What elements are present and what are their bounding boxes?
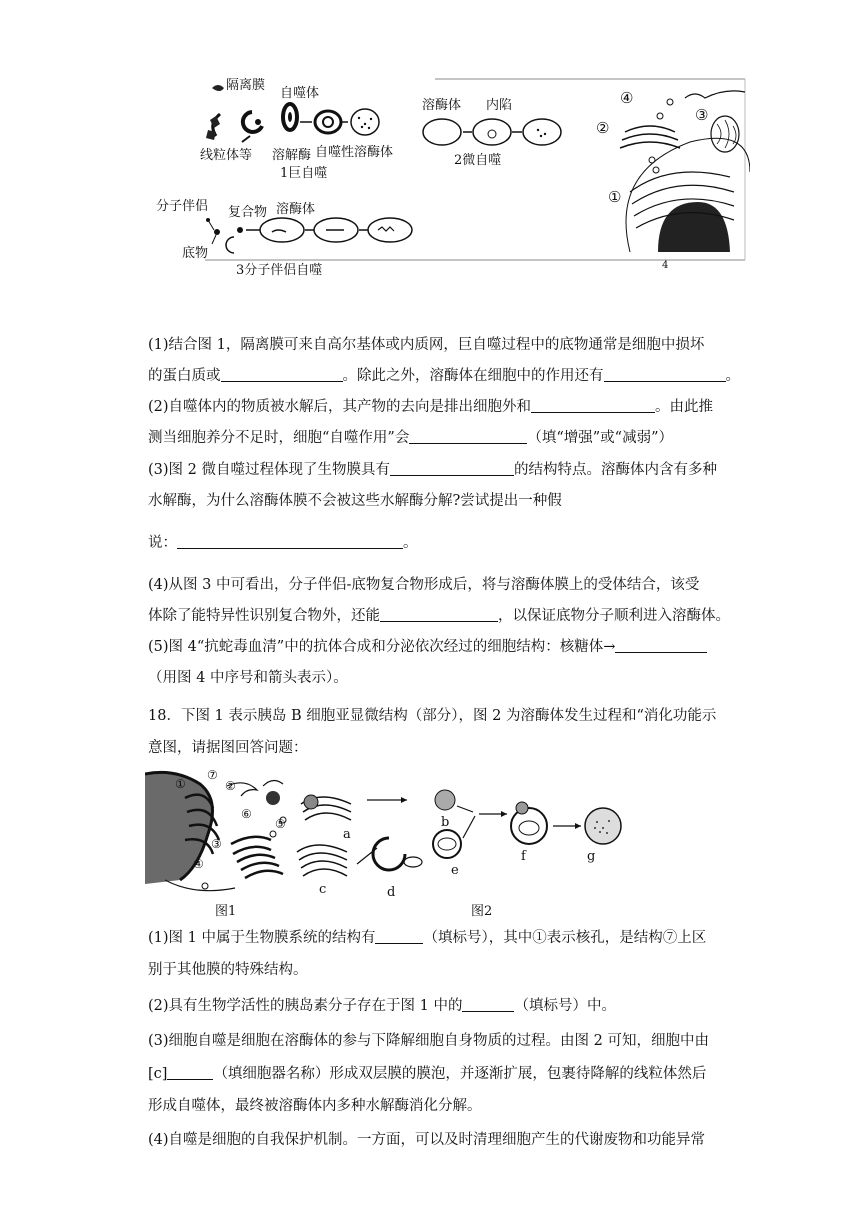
fig2-label-d: d <box>387 885 396 900</box>
q18-intro-line-a: 18．下图 1 表示胰岛 B 细胞亚显微结构（部分），图 2 为溶酶体发生过程和“消化功能示 <box>148 708 717 724</box>
fig1-label-2: ② <box>225 779 236 793</box>
label-complex: 复合物 <box>228 205 268 220</box>
autophagy-figure <box>150 72 750 287</box>
q17-p1-line-b: 的蛋白质或 。除此之外，溶酶体在细胞中的作用还有 。 <box>148 368 740 384</box>
cell-fig4-diagram <box>620 91 750 252</box>
label-chaperone: 分子伴侣 <box>156 199 209 214</box>
answer-blank[interactable] <box>380 607 498 622</box>
answer-blank[interactable] <box>221 367 343 382</box>
fig1-label-5: ⑤ <box>275 817 286 831</box>
label-fig4-n3: ③ <box>695 106 709 124</box>
q18-intro-line-b: 意图，请据图回答问题： <box>148 740 308 756</box>
caption-microautophagy: 2微自噬 <box>454 153 502 168</box>
answer-blank[interactable] <box>462 997 514 1012</box>
fig2-label-f: f <box>521 849 526 864</box>
fig2-label-c: c <box>319 882 327 897</box>
q18-p4-line-a: (4)自噬是细胞的自我保护机制。一方面，可以及时清理细胞产生的代谢废物和功能异常 <box>148 1132 706 1148</box>
label-substrate: 底物 <box>182 246 209 261</box>
q17-p3-line-b: 水解酶，为什么溶酶体膜不会被这些水解酶分解?尝试提出一种假 <box>148 493 562 509</box>
q17-p4-line-a: (4)从图 3 中可看出，分子伴侣-底物复合物形成后，将与溶酶体膜上的受体结合，该受 <box>148 577 700 593</box>
fig2-label-a: a <box>343 827 351 842</box>
label-autophagosome: 自噬体 <box>280 86 320 101</box>
label-fig4-n2: ② <box>596 119 610 137</box>
q18-p3-line-a: (3)细胞自噬是细胞在溶酶体的参与下降解细胞自身物质的过程。由图 2 可知，细胞中由 <box>148 1033 709 1049</box>
fig1-label-3: ③ <box>211 837 222 851</box>
fig1-caption: 图1 <box>215 904 237 919</box>
caption-cma: 3分子伴侣自噬 <box>236 263 323 278</box>
label-invagination: 内陷 <box>486 98 513 113</box>
label-lysosome-2: 溶酶体 <box>276 202 316 217</box>
answer-blank[interactable] <box>615 638 707 653</box>
answer-blank[interactable] <box>531 398 655 413</box>
q17-p5-line-a: (5)图 4“抗蛇毒血清”中的抗体合成和分泌依次经过的细胞结构：核糖体→ <box>148 637 707 657</box>
answer-blank[interactable] <box>390 461 514 476</box>
q17-p3-line-c: 说： 。 <box>148 535 418 551</box>
answer-blank[interactable] <box>167 1065 213 1080</box>
q17-p2-line-b: 测当细胞养分不足时，细胞“自噬作用”会 （填“增强”或“减弱”） <box>148 430 673 446</box>
q17-p5-line-b: （用图 4 中序号和箭头表示）。 <box>148 670 348 686</box>
fig2-label-e: e <box>451 863 459 878</box>
fig1-label-4: ④ <box>193 857 204 871</box>
q18-p1-line-a: (1)图 1 中属于生物膜系统的结构有 （填标号），其中①表示核孔，是结构⑦上区 <box>148 930 707 946</box>
q18-p3-line-c: 形成自噬体，最终被溶酶体内多种水解酶消化分解。 <box>148 1098 482 1114</box>
fig2-label-b: b <box>441 815 450 830</box>
fig1-label-7: ⑦ <box>207 768 218 782</box>
q18-p1-line-b: 别于其他膜的特殊结构。 <box>148 962 308 978</box>
label-fig4-n1: ① <box>608 188 622 206</box>
answer-blank[interactable] <box>177 534 403 549</box>
cell-figures-1-2 <box>145 768 645 920</box>
fig1-diagram <box>145 772 286 890</box>
label-autolysosome: 自噬性溶酶体 <box>315 145 394 160</box>
fig2-caption: 图2 <box>471 904 493 919</box>
cma-diagram <box>206 218 412 253</box>
label-mito-etc: 线粒体等 <box>200 148 253 163</box>
label-lysozyme: 溶解酶 <box>272 148 312 163</box>
answer-blank[interactable] <box>409 429 527 444</box>
q18-p2-line-a: (2)具有生物学活性的胰岛素分子存在于图 1 中的 （填标号）中。 <box>148 998 616 1014</box>
label-fig4-n4: ④ <box>620 89 634 107</box>
q17-p4-line-b: 体除了能特异性识别复合物外，还能 ，以保证底物分子顺利进入溶酶体。 <box>148 608 730 624</box>
answer-blank[interactable] <box>375 929 423 944</box>
q18-p3-line-b: [c] （填细胞器名称）形成双层膜的膜泡，并逐渐扩展，包裹待降解的线粒体然后 <box>148 1066 707 1082</box>
q17-p3-line-a: (3)图 2 微自噬过程体现了生物膜具有 的结构特点。溶酶体内含有多种 <box>148 462 717 478</box>
fig1-label-1: ① <box>175 777 186 791</box>
caption-macroautophagy: 1巨自噬 <box>280 166 328 181</box>
label-isolation-membrane: 隔离膜 <box>226 78 266 93</box>
microautophagy-diagram <box>423 119 561 145</box>
label-lysosome-1: 溶酶体 <box>422 98 462 113</box>
fig2-label-g: g <box>587 849 596 864</box>
q17-p1-line-a: (1)结合图 1，隔离膜可来自高尔基体或内质网，巨自噬过程中的底物通常是细胞中损坏 <box>148 337 705 353</box>
answer-blank[interactable] <box>604 367 726 382</box>
fig1-label-6: ⑥ <box>241 807 252 821</box>
q17-p2-line-a: (2)自噬体内的物质被水解后，其产物的去向是排出细胞外和 。由此推 <box>148 399 714 415</box>
caption-fig4: 4 <box>662 260 669 271</box>
